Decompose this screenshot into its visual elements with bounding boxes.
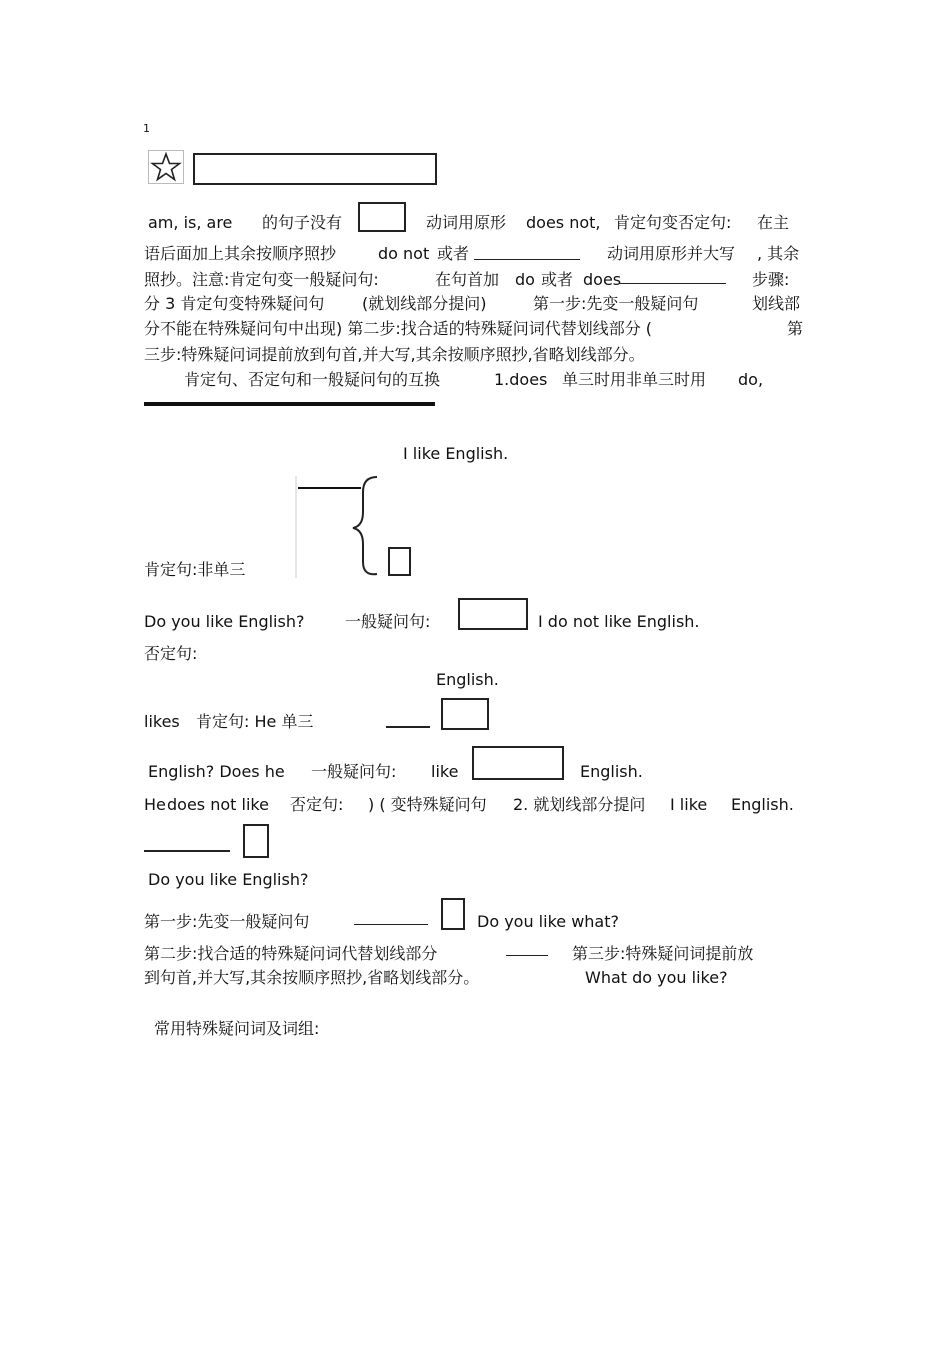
underline-blank-3 (386, 726, 430, 728)
text-am-is-are: am, is, are (148, 213, 233, 232)
text-i-like: I like (670, 795, 708, 814)
page-number: 1 (143, 122, 150, 135)
label-general-question: 一般疑问句: (345, 612, 431, 631)
blank-box-1 (358, 202, 406, 232)
blank-box-3 (441, 698, 489, 730)
text-english-2: English. (580, 762, 643, 781)
text-likes: likes (144, 712, 180, 731)
text-does-not-like: does not like (167, 795, 269, 814)
underline-blank-2 (620, 283, 726, 284)
special-step-2: 第二步:找合适的特殊疑问词代替划线部分 (144, 944, 438, 963)
special-step-3-cont: 到句首,并大写,其余按顺序照抄,省略划线部分。 (144, 968, 480, 987)
question-does-he: English? Does he (148, 762, 285, 781)
label-negative-2: 否定句: (290, 795, 344, 814)
label-negative: 否定句: (144, 644, 198, 663)
underline-blank-6 (506, 955, 548, 956)
special-question: Do you like English? (148, 870, 309, 889)
text-do-comma: do, (738, 370, 764, 389)
special-step-1: 第一步:先变一般疑问句 (144, 912, 310, 931)
star-icon (148, 150, 184, 184)
text-steps: 步骤: (752, 270, 790, 289)
text-step-2: 2. 就划线部分提问 (513, 795, 646, 814)
blank-box-2 (458, 598, 528, 630)
thick-divider (144, 402, 435, 406)
text-english-3: English. (731, 795, 794, 814)
blank-box-6 (441, 898, 465, 930)
text-or: 或者 (437, 244, 470, 263)
text-do-not: do not (378, 244, 430, 263)
underline-blank-1 (474, 259, 580, 260)
title-box (193, 153, 437, 185)
text-does-not: does not, (526, 213, 601, 232)
brace-diagram (295, 474, 413, 580)
text-three-steps: 分 3 肯定句变特殊疑问句 (144, 294, 325, 313)
question-sentence: Do you like English? (144, 612, 305, 631)
text-he: He (144, 795, 166, 814)
text-after-subject: 语后面加上其余按顺序照抄 (144, 244, 337, 263)
blank-box-4 (472, 746, 564, 780)
text-step-two: 分不能在特殊疑问句中出现) 第二步:找合适的特殊疑问词代替划线部分 ( (144, 319, 653, 338)
special-answer: What do you like? (585, 968, 728, 987)
text-interchange: 肯定句、否定句和一般疑问句的互换 (184, 370, 441, 389)
negative-sentence: I do not like English. (538, 612, 700, 631)
text-copy-note: 照抄。注意:肯定句变一般疑问句: (144, 270, 379, 289)
text-zai-zhu: 在主 (757, 213, 790, 232)
footer-heading: 常用特殊疑问词及词组: (154, 1019, 320, 1038)
text-add-front: 在句首加 (435, 270, 500, 289)
text-aff-to-neg: 肯定句变否定句: (614, 213, 732, 232)
text-the-rest: , 其余 (757, 244, 800, 263)
text-step-one: 第一步:先变一般疑问句 (533, 294, 699, 313)
text-english-center: English. (436, 670, 499, 689)
underline-blank-4 (144, 850, 230, 852)
text-verb-base: 动词用原形 (426, 213, 507, 232)
special-step-3: 第三步:特殊疑问词提前放 (572, 944, 754, 963)
example-sentence: I like English. (403, 444, 509, 463)
underline-blank-5 (354, 924, 428, 925)
text-does: does (583, 270, 622, 289)
text-underline-part: 划线部 (752, 294, 801, 313)
text-to-special: ) ( 变特殊疑问句 (368, 795, 487, 814)
label-affirmative: 肯定句:非单三 (144, 560, 246, 579)
text-di: 第 (787, 319, 804, 338)
text-third-person: 单三时用非单三时用 (562, 370, 707, 389)
special-step-1-result: Do you like what? (477, 912, 619, 931)
text-verb-capital: 动词用原形并大写 (607, 244, 736, 263)
text-like: like (431, 762, 459, 781)
text-do: do (515, 270, 535, 289)
text-or-2: 或者 (541, 270, 574, 289)
label-general-question-2: 一般疑问句: (311, 762, 397, 781)
text-underline-question: (就划线部分提问) (362, 294, 487, 313)
text-no-sentence: 的句子没有 (262, 213, 343, 232)
text-step-three: 三步:特殊疑问词提前放到句首,并大写,其余按顺序照抄,省略划线部分。 (144, 345, 645, 364)
text-1-does: 1.does (494, 370, 548, 389)
label-affirmative-he: 肯定句: He 单三 (196, 712, 314, 731)
blank-box-5 (243, 824, 269, 858)
